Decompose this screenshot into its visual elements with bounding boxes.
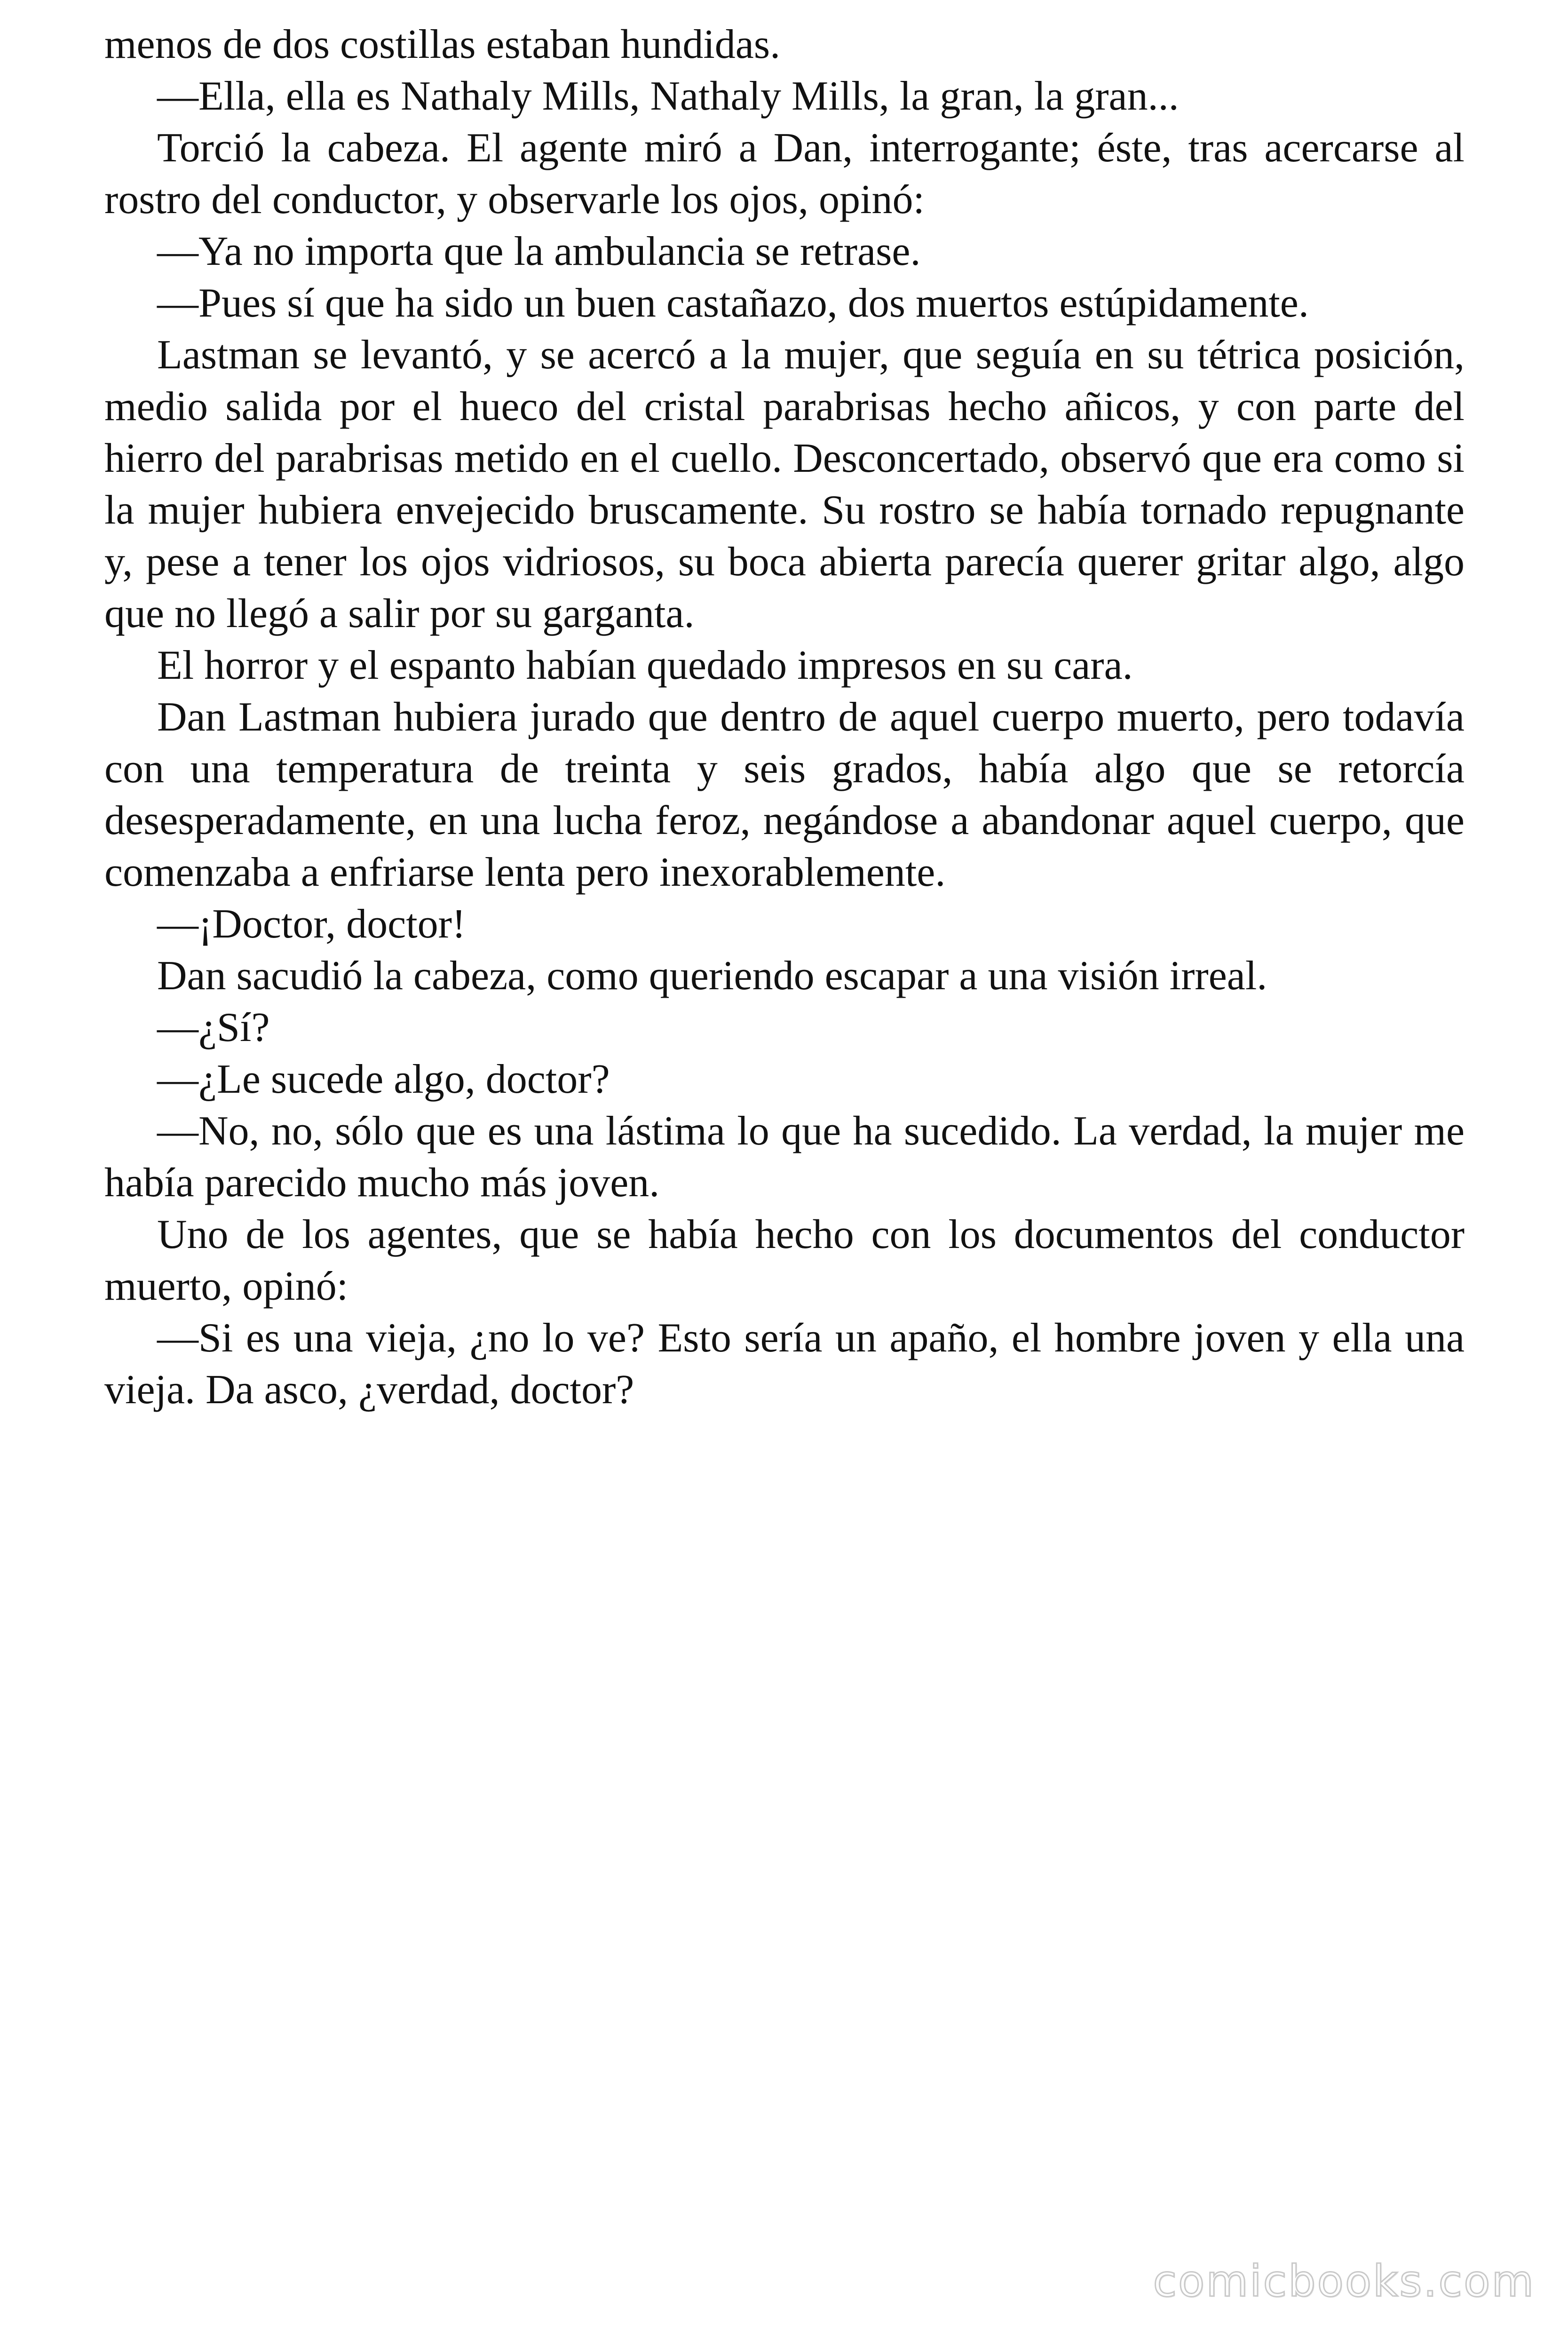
paragraph-3: Torció la cabeza. El agente miró a Dan, interrogante; éste, tras acercarse al rostro del conductor, y observarle los ojos, opinó:: [104, 125, 1465, 222]
paragraph-10: Dan sacudió la cabeza, como queriendo escapar a una visión irreal.: [157, 953, 1267, 999]
paragraph-1: menos de dos costillas estaban hundidas.: [104, 22, 781, 67]
paragraph-14: Uno de los agentes, que se había hecho con los documentos del conductor muerto, opinó:: [104, 1212, 1465, 1309]
paragraph-9: —¡Doctor, doctor!: [157, 901, 466, 947]
paragraph-4: —Ya no importa que la ambulancia se retrase.: [157, 229, 921, 274]
paragraph-7: El horror y el espanto habían quedado impresos en su cara.: [157, 643, 1133, 688]
paragraph-11: —¿Sí?: [157, 1005, 270, 1050]
paragraph-13: —No, no, sólo que es una lástima lo que ha sucedido. La verdad, la mujer me había parecido mucho más joven.: [104, 1108, 1465, 1206]
body-text: [104, 19, 1465, 1416]
watermark: comicbooks.com: [1153, 2256, 1535, 2306]
paragraph-5: —Pues sí que ha sido un buen castañazo, dos muertos estúpidamente.: [157, 280, 1309, 326]
paragraph-12: —¿Le sucede algo, doctor?: [157, 1057, 610, 1102]
paragraph-6: Lastman se levantó, y se acercó a la mujer, que seguía en su tétrica posición, medio salida por el hueco del cristal parabrisas hecho añicos, y con parte del hierro del parabrisas metido en el cuello. Desconcertado, observó que era como si la mujer hubiera envejecido bruscamente. Su rostro se había tornado repugnante y, pese a tener los ojos vidriosos, su boca abierta parecía querer gritar algo, algo que no llegó a salir por su garganta.: [104, 332, 1465, 636]
paragraph-15: —Si es una vieja, ¿no lo ve? Esto sería un apaño, el hombre joven y ella una vieja. Da asco, ¿verdad, doctor?: [104, 1315, 1465, 1413]
paragraph-8: Dan Lastman hubiera jurado que dentro de aquel cuerpo muerto, pero todavía con una temperatura de treinta y seis grados, había algo que se retorcía desesperadamente, en una lucha feroz, negándose a abandonar aquel cuerpo, que comenzaba a enfriarse lenta pero inexorablemente.: [104, 694, 1465, 895]
paragraph-2: —Ella, ella es Nathaly Mills, Nathaly Mills, la gran, la gran...: [157, 73, 1179, 119]
